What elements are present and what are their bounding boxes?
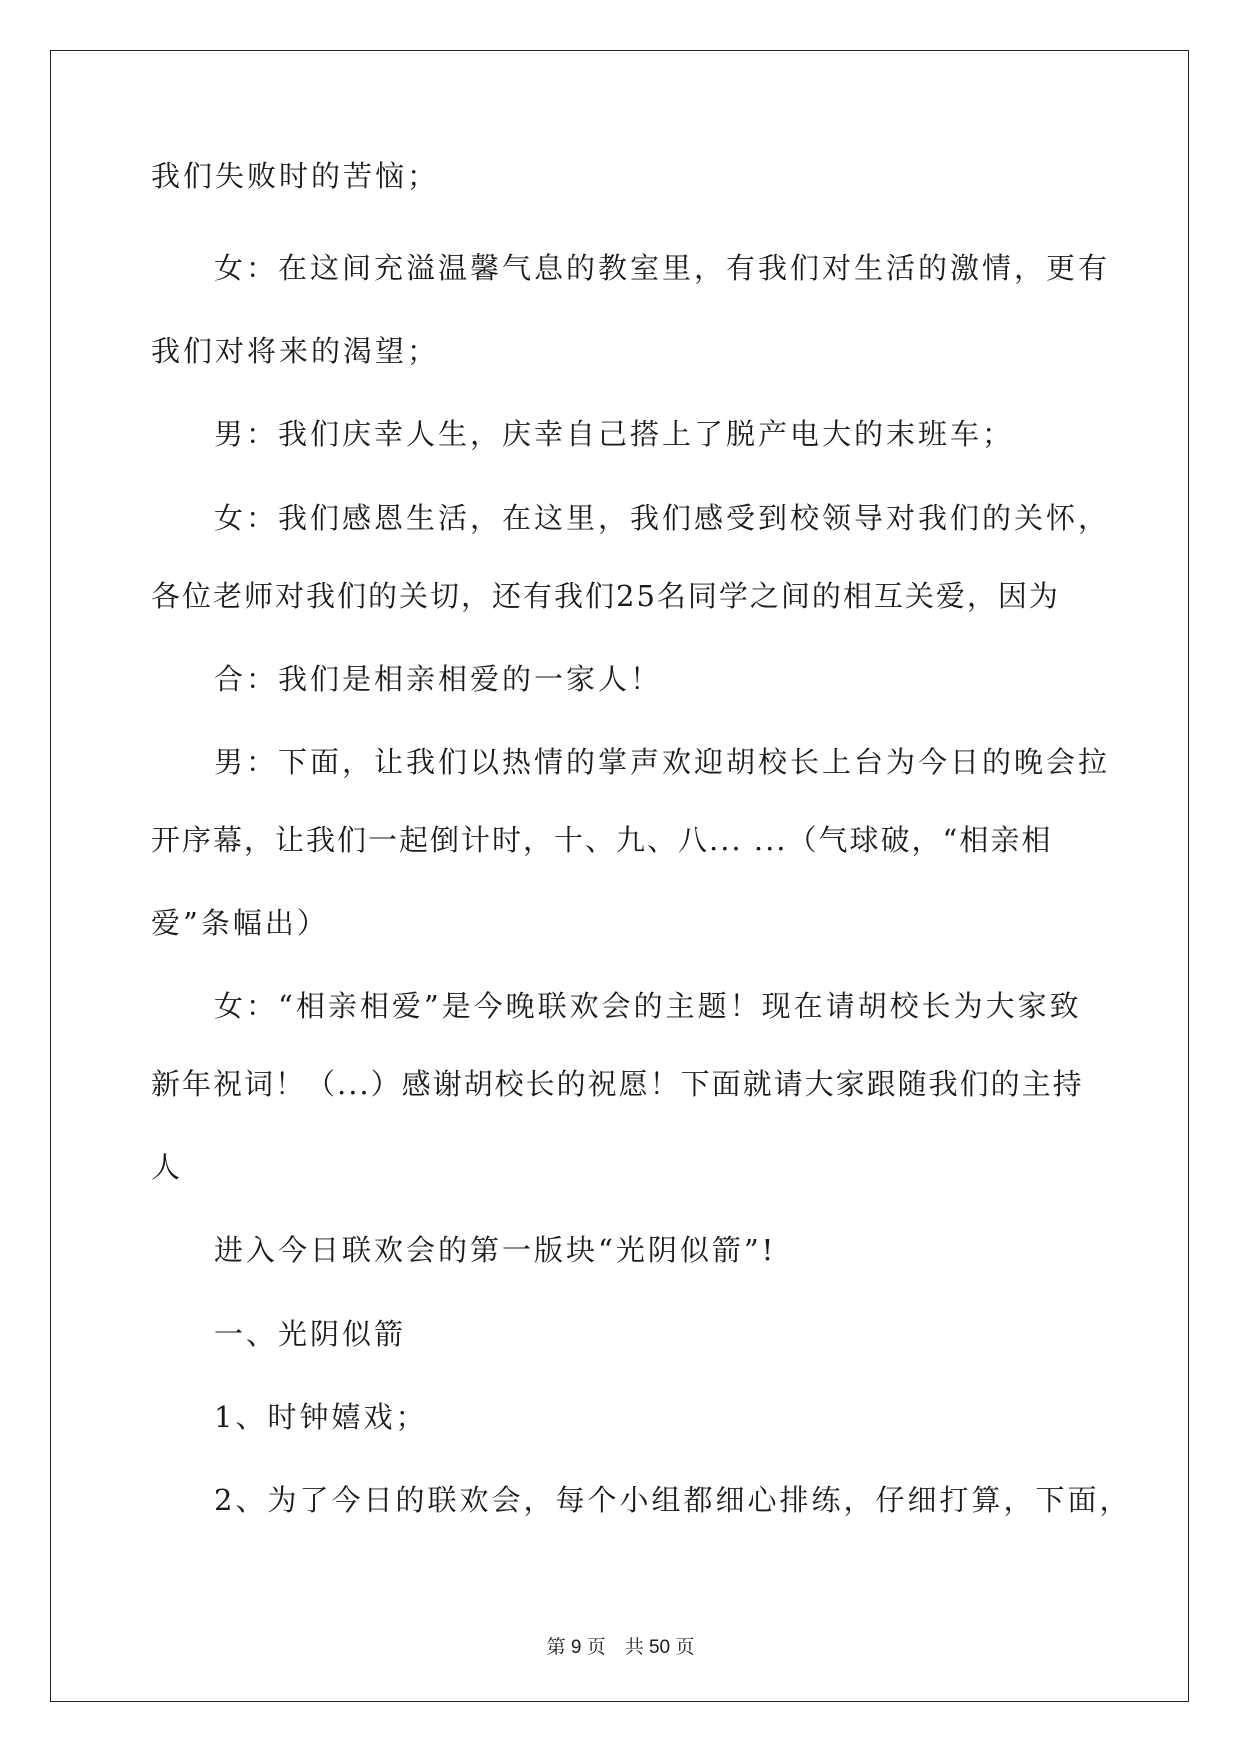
text-line: 男：我们庆幸人生，庆幸自己搭上了脱产电大的末班车；: [214, 417, 1015, 451]
text-line: 2、为了今日的联欢会，每个小组都细心排练，仔细打算，下面，: [214, 1483, 1132, 1517]
text-line: 爱”条幅出）: [151, 906, 329, 940]
text-line: 新年祝词！（...）感谢胡校长的祝愿！下面就请大家跟随我们的主持: [151, 1067, 1084, 1101]
text-line: 女：“相亲相爱”是今晚联欢会的主题！现在请胡校长为大家致: [214, 989, 1082, 1023]
text-line: 男：下面，让我们以热情的掌声欢迎胡校长上台为今日的晚会拉: [214, 745, 1111, 779]
text-line: 开序幕，让我们一起倒计时，十、九、八... ...（气球破，“相亲相: [151, 823, 1053, 857]
page-number-footer: 第 9 页 共 50 页: [546, 1637, 695, 1658]
page-border: [50, 50, 1189, 1702]
text-line: 进入今日联欢会的第一版块“光阴似箭”!: [214, 1233, 777, 1267]
text-line: 女：我们感恩生活，在这里，我们感受到校领导对我们的关怀，: [214, 501, 1111, 535]
text-line: 合：我们是相亲相爱的一家人！: [214, 662, 663, 696]
text-line: 各位老师对我们的关切，还有我们25名同学之间的相互关爱，因为: [151, 579, 1060, 613]
text-line: 人: [151, 1150, 184, 1184]
text-line: 我们对将来的渴望；: [151, 334, 440, 368]
text-line: 我们失败时的苦恼；: [151, 159, 440, 193]
text-line: 一、光阴似箭: [214, 1317, 407, 1351]
text-line: 1、时钟嬉戏；: [214, 1400, 428, 1434]
text-line: 女：在这间充溢温馨气息的教室里，有我们对生活的激情，更有: [214, 251, 1111, 285]
